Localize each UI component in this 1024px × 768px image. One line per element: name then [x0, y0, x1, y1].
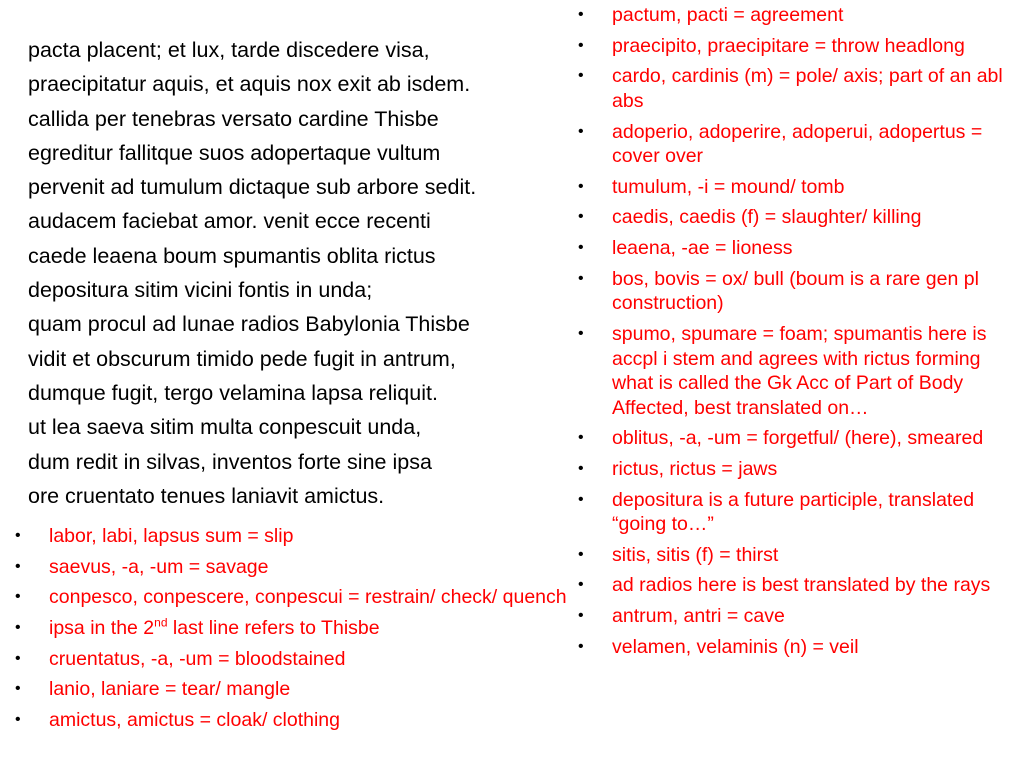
vocab-text: oblitus, -a, -um = forgetful/ (here), smeared [612, 427, 984, 450]
vocab-list-left [13, 524, 593, 739]
vocab-text: antrum, antri = cave [612, 605, 785, 628]
bullet-icon: • [578, 36, 584, 54]
vocab-item [13, 677, 593, 702]
vocab-text: sitis, sitis (f) = thirst [612, 543, 779, 566]
vocab-text: saevus, -a, -um = savage [49, 555, 269, 578]
latin-line: ut lea saeva sitim multa conpescuit unda, [28, 415, 422, 440]
vocab-item [576, 3, 1021, 28]
vocab-text: rictus, rictus = jaws [612, 457, 778, 480]
bullet-icon: • [578, 208, 584, 226]
bullet-icon: • [15, 557, 21, 575]
bullet-icon: • [578, 6, 584, 23]
vocab-text: depositura is a future participle, translated “going to…” [612, 488, 975, 536]
vocab-item [13, 647, 593, 672]
bullet-icon: • [15, 527, 21, 544]
bullet-icon: • [15, 680, 21, 698]
bullet-icon: • [578, 325, 584, 342]
bullet-icon: • [578, 239, 584, 257]
bullet-icon: • [578, 607, 584, 625]
latin-line: dumque fugit, tergo velamina lapsa reliquit. [28, 380, 438, 405]
bullet-icon: • [578, 122, 584, 140]
vocab-text: cardo, cardinis (m) = pole/ axis; part of an abl abs [612, 65, 1003, 112]
vocab-list-right [576, 3, 1021, 666]
vocab-text: tumulum, -i = mound/ tomb [612, 175, 845, 198]
vocab-item [13, 616, 593, 641]
vocab-item [576, 267, 1021, 316]
bullet-icon: • [578, 545, 584, 563]
vocab-item [576, 635, 1021, 660]
vocab-text: labor, labi, lapsus sum = slip [49, 525, 294, 547]
latin-line: pacta placent; et lux, tarde discedere visa, [28, 38, 430, 62]
vocab-item [13, 524, 593, 549]
latin-line: ore cruentato tenues laniavit amictus. [28, 483, 385, 508]
vocab-item [576, 543, 1021, 568]
latin-line: pervenit ad tumulum dictaque sub arbore sedit. [28, 175, 477, 200]
vocab-text: ipsa in the 2nd last line refers to Thisbe [49, 615, 380, 640]
vocab-item [13, 555, 593, 580]
vocab-item [576, 64, 1021, 113]
bullet-icon: • [578, 490, 584, 508]
vocab-text: caedis, caedis (f) = slaughter/ killing [612, 206, 922, 229]
vocab-item [576, 34, 1021, 59]
vocab-text: leaena, -ae = lioness [612, 237, 793, 260]
vocab-item [13, 708, 593, 733]
vocab-text: bos, bovis = ox/ bull (boum is a rare gen pl construction) [612, 267, 979, 315]
vocab-item [576, 426, 1021, 451]
latin-line: audacem faciebat amor. venit ecce recenti [28, 209, 431, 234]
vocab-item [576, 205, 1021, 230]
bullet-icon: • [578, 576, 584, 594]
latin-line: caede leaena boum spumantis oblita rictus [28, 243, 436, 268]
vocab-text: adoperio, adoperire, adoperui, adopertus = cover over [612, 120, 983, 168]
vocab-item [576, 322, 1021, 420]
latin-line: praecipitatur aquis, et aquis nox exit ab isdem. [28, 72, 471, 97]
bullet-icon: • [578, 459, 584, 477]
bullet-icon: • [578, 269, 584, 287]
vocab-text: amictus, amictus = cloak/ clothing [49, 709, 340, 732]
latin-passage [28, 33, 588, 513]
vocab-item [576, 573, 1021, 598]
bullet-icon: • [15, 649, 21, 667]
vocab-item [576, 120, 1021, 169]
vocab-text: ad radios here is best translated by the rays [612, 574, 991, 597]
vocab-text: praecipito, praecipitare = throw headlong [612, 34, 965, 57]
vocab-item [576, 457, 1021, 482]
bullet-icon: • [578, 429, 584, 447]
vocab-text: cruentatus, -a, -um = bloodstained [49, 647, 346, 670]
latin-line: egreditur fallitque suos adopertaque vultum [28, 140, 441, 165]
bullet-icon: • [578, 637, 584, 655]
latin-line: dum redit in silvas, inventos forte sine ipsa [28, 449, 432, 474]
vocab-item [576, 604, 1021, 629]
latin-line: quam procul ad lunae radios Babylonia Thisbe [28, 312, 470, 337]
bullet-icon: • [15, 619, 21, 637]
vocab-text: velamen, velaminis (n) = veil [612, 635, 859, 658]
bullet-icon: • [15, 711, 21, 729]
latin-line: callida per tenebras versato cardine Thisbe [28, 106, 439, 131]
bullet-icon: • [578, 67, 584, 85]
vocab-item [576, 236, 1021, 261]
vocab-text: pactum, pacti = agreement [612, 4, 844, 26]
vocab-item [576, 488, 1021, 537]
vocab-item [13, 585, 593, 610]
vocab-item [576, 175, 1021, 200]
vocab-text: conpesco, conpescere, conpescui = restrain/ check/ quench [49, 586, 567, 609]
bullet-icon: • [578, 177, 584, 195]
vocab-text: spumo, spumare = foam; spumantis here is accpl i stem and agrees with rictus forming what is called the Gk Acc of Part of Body Affected, best translated on… [612, 323, 987, 419]
latin-line: vidit et obscurum timido pede fugit in antrum, [28, 346, 456, 371]
vocab-text: lanio, laniare = tear/ mangle [49, 678, 291, 701]
bullet-icon: • [15, 588, 21, 606]
latin-line: depositura sitim vicini fontis in unda; [28, 278, 373, 303]
